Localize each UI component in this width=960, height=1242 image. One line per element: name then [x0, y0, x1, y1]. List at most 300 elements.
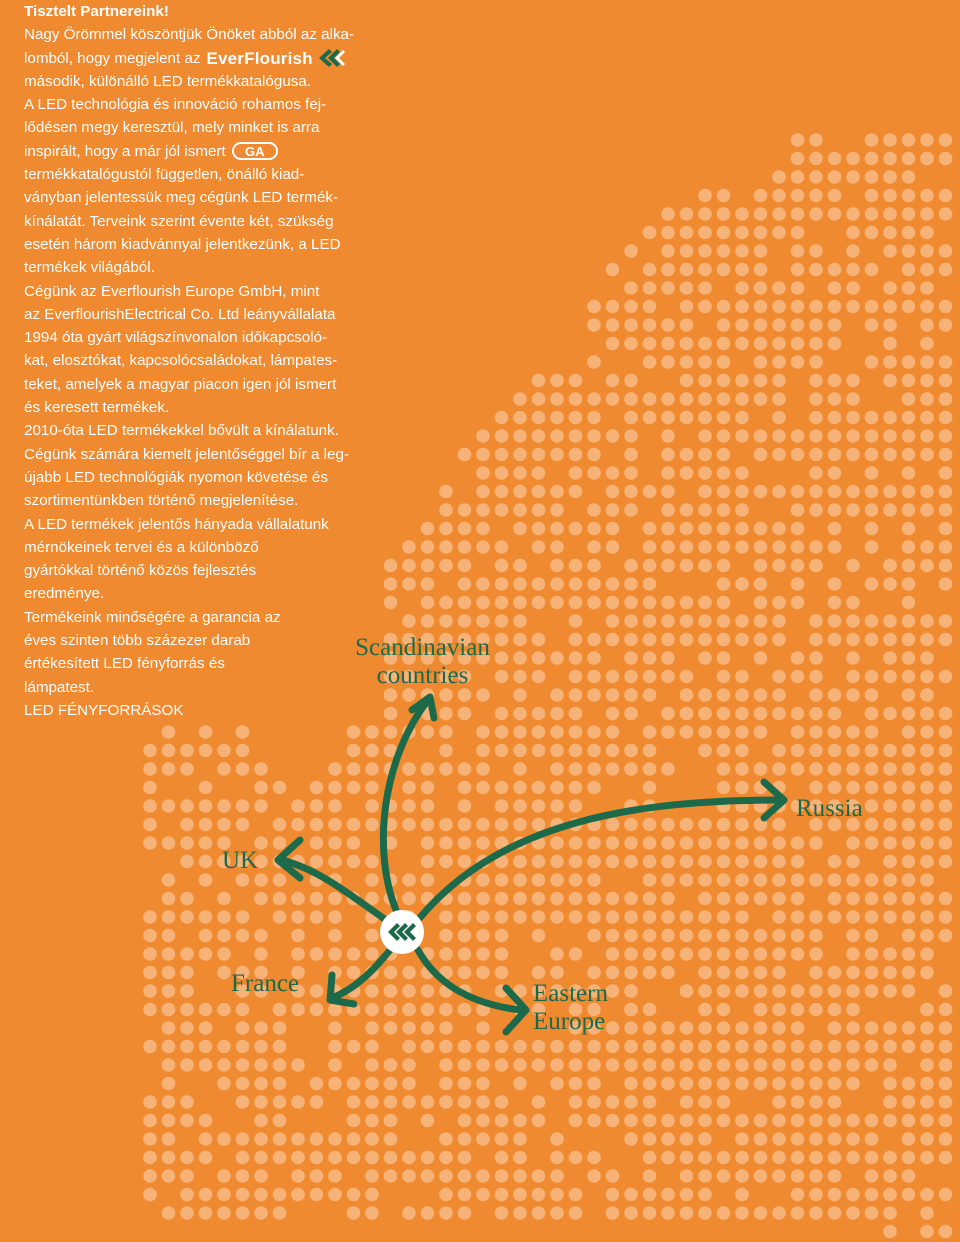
map-dot: [846, 429, 860, 443]
map-dot: [791, 170, 805, 184]
map-dot: [643, 318, 657, 332]
map-dot: [550, 1151, 564, 1165]
map-dot: [883, 836, 897, 850]
map-dot: [532, 836, 546, 850]
map-dot: [846, 651, 860, 665]
map-dot: [809, 707, 823, 721]
map-dot: [865, 744, 879, 758]
map-dot: [791, 762, 805, 776]
map-dot: [661, 873, 675, 887]
map-dot: [291, 1003, 305, 1017]
map-dot: [310, 1095, 324, 1109]
intro-text: [24, 0, 369, 722]
map-dot: [384, 577, 398, 591]
map-dot: [384, 1003, 398, 1017]
map-dot: [143, 1114, 157, 1128]
map-dot: [809, 633, 823, 647]
map-dot: [661, 503, 675, 517]
map-dot: [883, 910, 897, 924]
map-dot: [236, 1003, 250, 1017]
map-dot: [698, 355, 712, 369]
text-line: lámpatest.: [24, 678, 95, 696]
map-dot: [328, 929, 342, 943]
map-dot: [661, 1188, 675, 1202]
map-dot: [550, 744, 564, 758]
map-dot: [735, 466, 749, 480]
map-dot: [828, 1151, 842, 1165]
map-dot: [476, 910, 490, 924]
map-dot: [661, 910, 675, 924]
map-dot: [143, 984, 157, 998]
map-dot: [920, 337, 934, 351]
map-dot: [458, 1003, 472, 1017]
map-dot: [680, 670, 694, 684]
text-line: kínálatát. Terveink szerint évente két, szükség: [24, 212, 334, 230]
map-dot: [310, 947, 324, 961]
map-dot: [754, 207, 768, 221]
map-dot: [717, 1077, 731, 1091]
text-line: termékek világából.: [24, 259, 155, 277]
map-dot: [735, 670, 749, 684]
map-dot: [273, 1206, 287, 1220]
map-dot: [939, 411, 953, 425]
map-dot: [920, 651, 934, 665]
map-dot: [291, 799, 305, 813]
map-dot: [680, 1114, 694, 1128]
map-dot: [680, 1095, 694, 1109]
map-dot: [772, 892, 786, 906]
map-dot: [772, 818, 786, 832]
map-dot: [587, 688, 601, 702]
map-dot: [643, 540, 657, 554]
map-dot: [680, 947, 694, 961]
map-dot: [199, 1132, 213, 1146]
map-dot: [680, 873, 694, 887]
map-dot: [643, 781, 657, 795]
map-dot: [587, 910, 601, 924]
map-dot: [532, 392, 546, 406]
map-dot: [791, 1188, 805, 1202]
map-dot: [809, 781, 823, 795]
map-dot: [513, 892, 527, 906]
map-dot: [402, 984, 416, 998]
map-dot: [587, 744, 601, 758]
map-dot: [624, 337, 638, 351]
map-dot: [273, 1188, 287, 1202]
map-dot: [606, 670, 620, 684]
map-dot: [643, 1169, 657, 1183]
map-dot: [550, 392, 564, 406]
map-dot: [180, 1114, 194, 1128]
map-dot: [772, 1095, 786, 1109]
map-dot: [865, 670, 879, 684]
map-dot: [254, 1058, 268, 1072]
map-dot: [865, 466, 879, 480]
map-dot: [809, 448, 823, 462]
map-dot: [569, 485, 583, 499]
map-dot: [698, 374, 712, 388]
map-dot: [162, 1169, 176, 1183]
map-dot: [365, 725, 379, 739]
map-dot: [291, 929, 305, 943]
map-dot: [661, 892, 675, 906]
map-dot: [217, 892, 231, 906]
map-dot: [624, 392, 638, 406]
map-dot: [865, 1132, 879, 1146]
map-dot: [347, 892, 361, 906]
map-dot: [513, 577, 527, 591]
map-dot: [828, 1058, 842, 1072]
map-dot: [569, 799, 583, 813]
map-dot: [624, 1077, 638, 1091]
map-dot: [310, 873, 324, 887]
map-dot: [236, 799, 250, 813]
map-dot: [606, 966, 620, 980]
map-dot: [606, 633, 620, 647]
map-dot: [883, 781, 897, 795]
map-dot: [754, 984, 768, 998]
map-dot: [495, 966, 509, 980]
map-dot: [883, 300, 897, 314]
map-dot: [550, 725, 564, 739]
map-dot: [846, 226, 860, 240]
map-dot: [643, 1077, 657, 1091]
map-dot: [236, 818, 250, 832]
map-dot: [902, 984, 916, 998]
map-dot: [754, 337, 768, 351]
map-dot: [735, 873, 749, 887]
map-dot: [828, 392, 842, 406]
map-dot: [902, 670, 916, 684]
map-dot: [291, 1188, 305, 1202]
map-dot: [180, 1021, 194, 1035]
map-dot: [624, 559, 638, 573]
map-dot: [143, 1040, 157, 1054]
map-dot: [920, 725, 934, 739]
map-dot: [680, 633, 694, 647]
map-dot: [754, 485, 768, 499]
map-dot: [939, 1225, 953, 1239]
map-dot: [865, 929, 879, 943]
map-dot: [495, 984, 509, 998]
map-dot: [865, 762, 879, 776]
map-dot: [587, 633, 601, 647]
map-dot: [883, 855, 897, 869]
map-dot: [772, 910, 786, 924]
map-dot: [513, 1040, 527, 1054]
map-dot: [643, 522, 657, 536]
map-dot: [606, 892, 620, 906]
map-dot: [643, 892, 657, 906]
map-dot: [273, 1040, 287, 1054]
map-dot: [828, 374, 842, 388]
map-dot: [680, 1188, 694, 1202]
map-dot: [550, 1188, 564, 1202]
map-dot: [846, 263, 860, 277]
map-dot: [661, 411, 675, 425]
map-dot: [217, 762, 231, 776]
map-dot: [902, 1188, 916, 1202]
map-dot: [402, 1095, 416, 1109]
map-dot: [809, 207, 823, 221]
map-dot: [809, 1095, 823, 1109]
map-dot: [273, 781, 287, 795]
label-uk: UK: [222, 847, 259, 874]
map-dot: [939, 725, 953, 739]
map-dot: [495, 1095, 509, 1109]
map-dot: [698, 1021, 712, 1035]
map-dot: [939, 522, 953, 536]
map-dot: [920, 614, 934, 628]
map-dot: [680, 355, 694, 369]
map-dot: [624, 577, 638, 591]
map-dot: [513, 762, 527, 776]
map-dot: [846, 244, 860, 258]
map-dot: [902, 1040, 916, 1054]
map-dot: [883, 429, 897, 443]
map-dot: [809, 170, 823, 184]
map-dot: [495, 1169, 509, 1183]
map-dot: [828, 614, 842, 628]
map-dot: [643, 855, 657, 869]
map-dot: [791, 1095, 805, 1109]
map-dot: [772, 429, 786, 443]
map-dot: [643, 1095, 657, 1109]
map-dot: [735, 818, 749, 832]
map-dot: [162, 873, 176, 887]
map-dot: [458, 448, 472, 462]
map-dot: [846, 966, 860, 980]
map-dot: [698, 448, 712, 462]
map-dot: [532, 1040, 546, 1054]
map-dot: [680, 1058, 694, 1072]
map-dot: [624, 836, 638, 850]
map-dot: [273, 1077, 287, 1091]
map-dot: [661, 707, 675, 721]
map-dot: [791, 152, 805, 166]
map-dot: [569, 1095, 583, 1109]
map-dot: [439, 836, 453, 850]
map-dot: [735, 374, 749, 388]
map-dot: [883, 799, 897, 813]
map-dot: [846, 1040, 860, 1054]
map-dot: [717, 984, 731, 998]
map-dot: [365, 855, 379, 869]
map-dot: [495, 947, 509, 961]
map-dot: [439, 1132, 453, 1146]
map-dot: [717, 929, 731, 943]
map-dot: [236, 762, 250, 776]
map-dot: [717, 503, 731, 517]
map-dot: [643, 411, 657, 425]
map-dot: [735, 1021, 749, 1035]
map-dot: [624, 300, 638, 314]
map-dot: [254, 1077, 268, 1091]
map-dot: [920, 762, 934, 776]
map-dot: [513, 485, 527, 499]
map-dot: [846, 485, 860, 499]
map-dot: [772, 300, 786, 314]
map-dot: [291, 1058, 305, 1072]
map-dot: [809, 873, 823, 887]
map-dot: [384, 559, 398, 573]
map-dot: [865, 189, 879, 203]
map-dot: [939, 300, 953, 314]
text-line: Cégünk számára kiemelt jelentőséggel bír a leg-: [24, 445, 350, 463]
map-dot: [328, 1169, 342, 1183]
map-dot: [402, 1058, 416, 1072]
map-dot: [791, 929, 805, 943]
map-dot: [735, 762, 749, 776]
map-dot: [735, 577, 749, 591]
map-dot: [587, 1040, 601, 1054]
map-dot: [680, 392, 694, 406]
map-dot: [902, 1077, 916, 1091]
map-dot: [458, 1206, 472, 1220]
map-dot: [606, 392, 620, 406]
text-line: mérnökeinek tervei és a különböző: [24, 538, 259, 556]
map-dot: [236, 1095, 250, 1109]
map-dot: [939, 318, 953, 332]
map-dot: [809, 485, 823, 499]
map-dot: [254, 947, 268, 961]
map-dot: [717, 448, 731, 462]
map-dot: [717, 429, 731, 443]
map-dot: [828, 485, 842, 499]
map-dot: [791, 448, 805, 462]
map-dot: [680, 466, 694, 480]
map-dot: [809, 614, 823, 628]
map-dot: [273, 910, 287, 924]
map-dot: [236, 1188, 250, 1202]
map-dot: [698, 725, 712, 739]
map-dot: [661, 207, 675, 221]
map-dot: [939, 984, 953, 998]
map-dot: [532, 1095, 546, 1109]
map-dot: [310, 1077, 324, 1091]
text-line: ványban jelentessük meg cégünk LED termék-: [24, 189, 339, 207]
map-dot: [865, 1206, 879, 1220]
map-dot: [846, 781, 860, 795]
map-dot: [476, 929, 490, 943]
map-dot: [883, 670, 897, 684]
map-dot: [587, 1095, 601, 1109]
map-dot: [735, 411, 749, 425]
map-dot: [421, 818, 435, 832]
map-dot: [606, 540, 620, 554]
map-dot: [717, 762, 731, 776]
map-dot: [606, 910, 620, 924]
map-dot: [513, 596, 527, 610]
map-dot: [606, 577, 620, 591]
map-dot: [939, 189, 953, 203]
map-dot: [476, 781, 490, 795]
map-dot: [717, 300, 731, 314]
map-dot: [865, 966, 879, 980]
map-dot: [236, 873, 250, 887]
map-dot: [365, 1040, 379, 1054]
map-dot: [606, 522, 620, 536]
map-dot: [680, 1151, 694, 1165]
map-dot: [143, 1132, 157, 1146]
map-dot: [643, 966, 657, 980]
map-dot: [513, 448, 527, 462]
map-dot: [920, 855, 934, 869]
map-dot: [476, 762, 490, 776]
map-dot: [865, 207, 879, 221]
map-dot: [384, 762, 398, 776]
map-dot: [680, 1021, 694, 1035]
map-dot: [587, 596, 601, 610]
map-dot: [624, 744, 638, 758]
map-dot: [569, 411, 583, 425]
map-dot: [902, 503, 916, 517]
map-dot: [735, 1206, 749, 1220]
map-dot: [772, 448, 786, 462]
map-dot: [532, 1206, 546, 1220]
map-dot: [883, 984, 897, 998]
map-dot: [680, 300, 694, 314]
map-dot: [495, 1188, 509, 1202]
map-dot: [754, 559, 768, 573]
map-dot: [495, 799, 509, 813]
map-dot: [680, 614, 694, 628]
map-dot: [421, 947, 435, 961]
map-dot: [846, 1188, 860, 1202]
map-dot: [347, 744, 361, 758]
map-dot: [698, 263, 712, 277]
map-dot: [828, 189, 842, 203]
label-france: France: [231, 970, 300, 997]
map-dot: [476, 1132, 490, 1146]
map-dot: [217, 799, 231, 813]
map-dot: [661, 596, 675, 610]
map-dot: [550, 429, 564, 443]
map-dot: [920, 892, 934, 906]
map-dot: [180, 799, 194, 813]
map-dot: [643, 1206, 657, 1220]
map-dot: [791, 1058, 805, 1072]
map-dot: [698, 540, 712, 554]
map-dot: [735, 300, 749, 314]
map-dot: [828, 1169, 842, 1183]
map-dot: [939, 263, 953, 277]
map-dot: [199, 744, 213, 758]
map-dot: [458, 836, 472, 850]
map-dot: [162, 1058, 176, 1072]
map-dot: [902, 466, 916, 480]
map-dot: [495, 485, 509, 499]
map-dot: [698, 633, 712, 647]
map-dot: [180, 744, 194, 758]
map-dot: [661, 855, 675, 869]
map-dot: [458, 781, 472, 795]
map-dot: [772, 1040, 786, 1054]
map-dot: [717, 873, 731, 887]
map-dot: [291, 947, 305, 961]
map-dot: [421, 836, 435, 850]
map-dot: [680, 448, 694, 462]
map-dot: [532, 466, 546, 480]
map-dot: [791, 1132, 805, 1146]
map-dot: [735, 522, 749, 536]
map-dot: [384, 596, 398, 610]
map-dot: [458, 596, 472, 610]
map-dot: [828, 984, 842, 998]
map-dot: [328, 762, 342, 776]
map-dot: [828, 781, 842, 795]
map-dot: [902, 411, 916, 425]
